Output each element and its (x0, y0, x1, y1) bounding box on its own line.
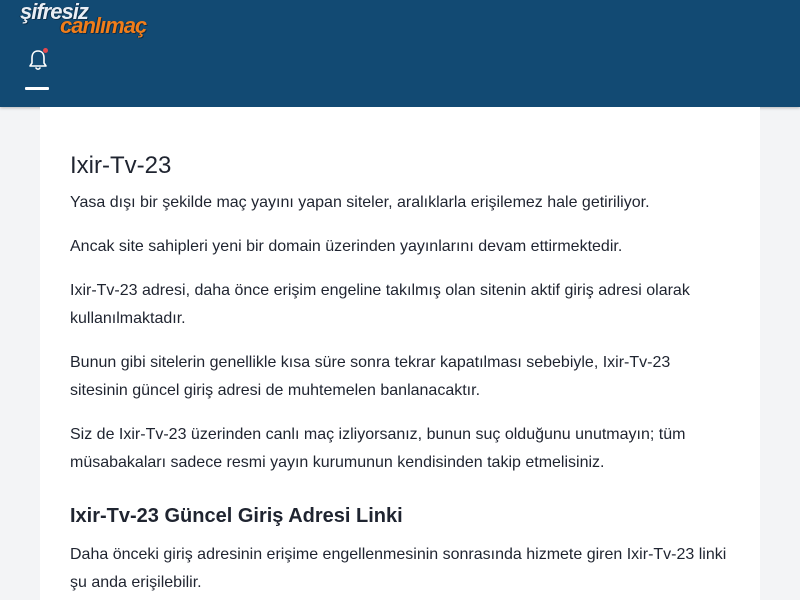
menu-toggle-button[interactable] (25, 85, 49, 93)
article-paragraph: Bunun gibi sitelerin genellikle kısa süre sonra tekrar kapatılması sebebiyle, Ixir-Tv-23 sitesinin güncel giriş adresi de muhtemelen banlanacaktır. (70, 354, 671, 399)
article-paragraph: Ancak site sahipleri yeni bir domain üzerinden yayınlarını devam ettirmektedir. (70, 238, 623, 255)
notification-dot (43, 48, 48, 53)
article-content (40, 107, 760, 600)
article-paragraph: Yasa dışı bir şekilde maç yayını yapan siteler, aralıklarla erişilemez hale getiriliyor. (70, 194, 650, 211)
site-header (0, 0, 800, 107)
logo-text-sifresiz: şifresiz (20, 0, 88, 24)
notification-bell-icon[interactable] (27, 48, 49, 72)
hamburger-menu-icon (25, 87, 49, 90)
article-paragraph: Ixir-Tv-23 adresi, daha önce erişim engeline takılmış olan sitenin aktif giriş adresi olarak kullanılmaktadır. (70, 282, 690, 327)
article-paragraph: Siz de Ixir-Tv-23 üzerinden canlı maç izliyorsanız, bunun suç olduğunu unutmayın; tüm müsabakaları sadece resmi yayın kurumunun kendisinden takip etmelisiniz. (70, 426, 686, 471)
article-paragraph: Daha önceki giriş adresinin erişime engellenmesinin sonrasında hizmete giren Ixir-Tv-23 linki şu anda erişilebilir. (70, 546, 727, 591)
page-title: Ixir-Tv-23 (70, 152, 172, 179)
site-logo[interactable] (20, 1, 170, 41)
section-heading: Ixir-Tv-23 Güncel Giriş Adresi Linki (70, 505, 403, 527)
logo-text-canlimac: canlımaç (60, 13, 147, 38)
